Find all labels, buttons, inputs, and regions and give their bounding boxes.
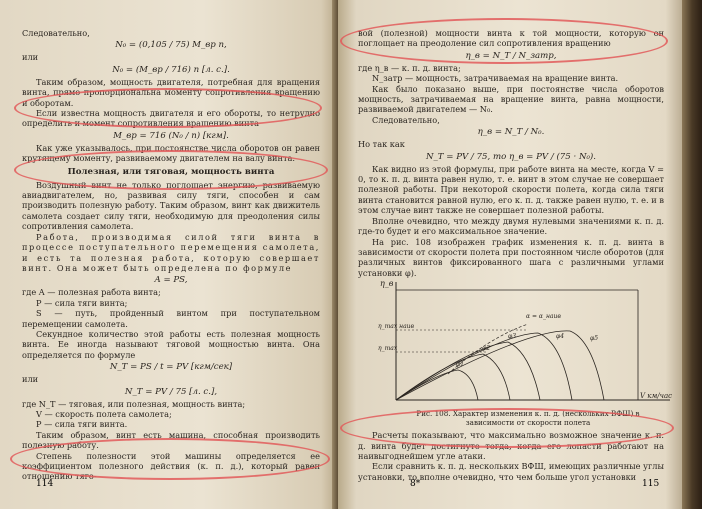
left_page.lines-line: Таким образом, мощность двигателя, потребная для вращения винта, прямо пропорциональна моменту сопротивления вращению и оборотам. (22, 76, 320, 108)
right_page.lines_top-line: N_T = PV / 75, то η_в = PV / (75 · N₀). (425, 151, 596, 162)
x-axis-label: V км/час (640, 392, 673, 401)
left_page.lines-line: P — сила тяги винта; (36, 297, 128, 308)
left_page.lines-line: Таким образом, винт есть машина, способная производить полезную работу. (22, 429, 320, 451)
right_page.lines_top-line: вой (полезной) мощности винта к той мощности, которую он поглощает на преодоление сил сопротивления вращению (358, 28, 664, 49)
right_page.lines_top-line: Как было показано выше, при постоянстве числа оборотов мощность, затрачиваемая на вращение винта, равна мощности, развиваемой двигателем — N₀. (358, 83, 664, 115)
phi5-label: φ5 (590, 335, 599, 343)
left_page.lines-line: P — сила тяги винта. (36, 419, 128, 430)
alpha-label: α = α_наив (526, 313, 561, 321)
right_page.lines_top-line: η_в = N_T / N₀. (477, 127, 545, 138)
right_page.lines_top-line: Как видно из этой формулы, при работе винта на месте, когда V = 0, то к. п. д. винта равен нулю, т. е. винт в этом случае не совершает полезной работы. При некоторой скорости полета, когда сила тяги винта становится равной нулю, его к. п. д. также равен нулю, т. е. и в этом случае винт также не совершает полезной работы. (358, 163, 664, 216)
right_page.lines_top-line: N_затр — мощность, затрачиваемая на вращение винта. (372, 73, 619, 84)
right_page.lines_top-line: η_в = N_T / N_затр, (465, 50, 557, 61)
left_page.lines-line: M_вр = 716 (N₀ / n) [кгм]. (113, 130, 229, 141)
left_page.lines-line: N₀ = (0,105 / 75) M_вр n, (115, 40, 227, 51)
left_page.lines-line: A = PS, (154, 275, 188, 286)
left_page.lines-line: N_T = PV / 75 [л. с.], (124, 386, 218, 397)
left_page.lines-line: Степень полезности этой машины определяется ее коэффициентом полезного действия (к. п. д.), который равен отношению тяго- (22, 450, 320, 482)
left_page.lines-line: Секундное количество этой работы есть полезная мощность винта. Ее иногда называют тяговой мощностью винта. Она определяется по формуле (22, 328, 320, 360)
figure-caption: Рис. 108. Характер изменения к. п. д. (нескольких ВФШ) в зависимости от скорости полета (416, 409, 640, 427)
right_page.lines_bottom-line: Если сравнить к. п. д. нескольких ВФШ, имеющих различные углы установки, то вполне очевидно, что чем больше угол установки (358, 461, 664, 482)
phi4-label: φ4 (556, 333, 565, 341)
left_page.lines-line: Воздушный винт не только поглощает энергию, развиваемую авиадвигателем, но, развивая силу тяги, способен и сам производить полезную работу. Таким образом, винт как движитель самолета создает силу тяги, необходимую для преодоления силы сопротивления самолета. (22, 179, 320, 232)
phi1-label: φ1 (456, 361, 465, 369)
left_page.lines-line: Если известна мощность двигателя и его обороты, то нетрудно определить и момент сопротивления вращению винта (22, 108, 320, 129)
left_page.lines-line: где N_T — тяговая, или полезная, мощность винта; (22, 398, 246, 409)
figure-108 (358, 278, 673, 430)
left_page.lines-line: Полезная, или тяговая, мощность винта (67, 166, 275, 177)
page-number-left: 114 (36, 479, 54, 489)
left_page.lines-line: Работа, производимая силой тяги винта в процессе поступательного перемещения самолета, и есть та полезная работа, которую совершает винт. Она может быть определена по формуле (22, 231, 320, 273)
right_page.lines_top-line: где η_в — к. п. д. винта; (358, 62, 461, 73)
left_page.lines-line: S — путь, пройденный винтом при поступательном перемещении самолета. (22, 308, 320, 329)
left_page.lines-line: N₀ = (M_вр / 716) n [л. с.]. (112, 64, 230, 75)
footer-mark: 8* (410, 479, 421, 489)
left_page.lines-line: Как уже указывалось, при постоянстве числа оборотов он равен крутящему моменту, развиваемому двигателем на валу винта. (22, 142, 320, 164)
phi3-label: φ3 (508, 333, 517, 341)
eta-max-naiv-label: η_max наив (378, 323, 415, 331)
right_page.lines_top-line: Следовательно, (372, 114, 440, 125)
left_page.lines-line: где A — полезная работа винта; (22, 287, 161, 298)
left_page.lines-line: Следовательно, (22, 28, 90, 38)
phi2-label: φ2 (482, 345, 491, 353)
page-number-right: 115 (642, 479, 660, 489)
efficiency-chart (378, 278, 678, 408)
right-page (338, 0, 702, 509)
page-edge (682, 0, 702, 509)
right_page.lines_top-line: На рис. 108 изображен график изменения к. п. д. винта в зависимости от скорости полета при постоянном числе оборотов (для различных винтов фиксированного шага с различными углами установки φ). (358, 236, 664, 278)
left_page.lines-line: или (22, 52, 39, 63)
left_page.lines-line: N_T = PS / t = PV [кгм/сек] (109, 362, 233, 373)
right_page.lines_bottom-line: Расчеты показывают, что максимально возможное значение к. п. д. винта будет достигнуто тогда, когда его лопасти работают на наивыгоднейшем угле атаки. (358, 430, 664, 461)
left_page.lines-line: или (22, 374, 39, 385)
left_page.lines-line: V — скорость полета самолета; (36, 408, 172, 419)
right_page.lines_top-line: Вполне очевидно, что между двумя нулевыми значениями к. п. д. где-то будет и его максимальное значение. (358, 215, 664, 237)
y-axis-label: η_в (380, 279, 394, 289)
eta-max-label: η_max (378, 345, 398, 353)
left-page (0, 0, 338, 509)
right_page.lines_top-line: Но так как (358, 139, 405, 150)
